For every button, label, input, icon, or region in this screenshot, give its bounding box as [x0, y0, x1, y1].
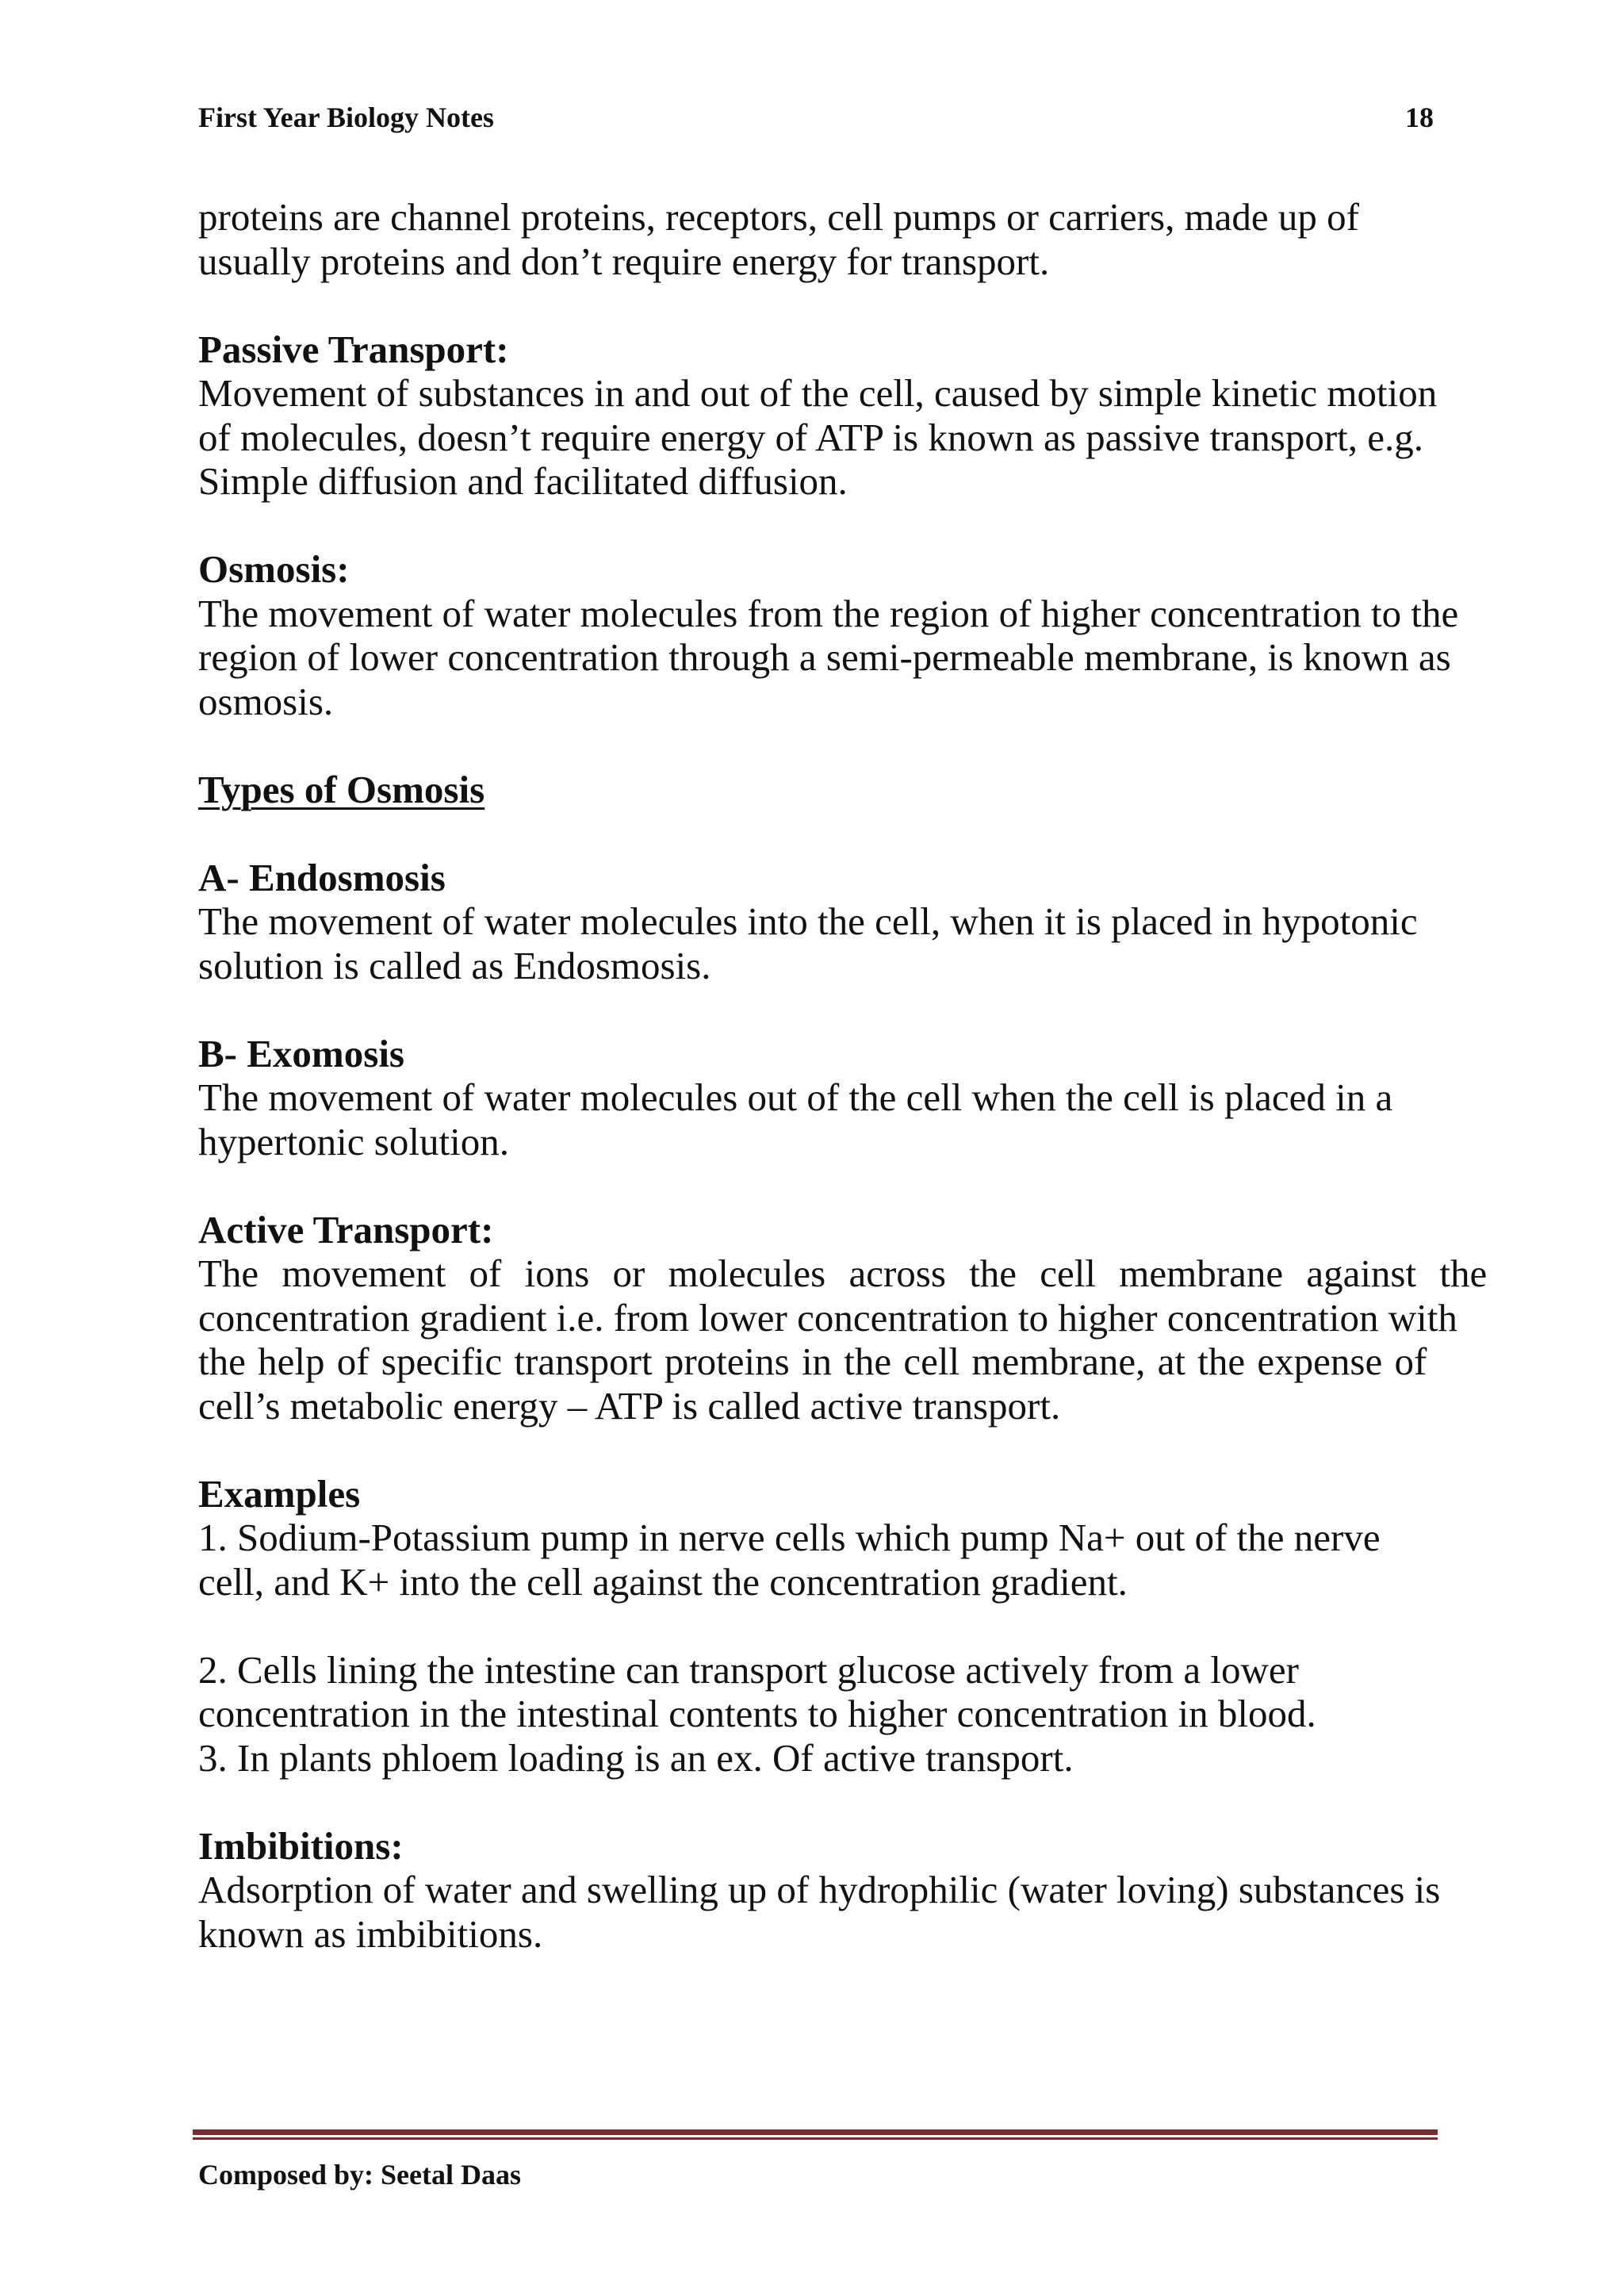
document-title: First Year Biology Notes — [198, 102, 494, 133]
text-line: Simple diffusion and facilitated diffusion. — [198, 459, 848, 503]
section-passive-transport — [198, 327, 1438, 504]
footer-divider-thick — [193, 2129, 1438, 2135]
list-item-line: 1. Sodium-Potassium pump in nerve cells which pump Na+ out of the nerve — [198, 1516, 1381, 1559]
text-line: The movement of water molecules out of the cell when the cell is placed in a — [198, 1075, 1393, 1119]
text-line: concentration gradient i.e. from lower concentration to higher concentration with — [198, 1295, 1457, 1340]
list-item-line: 2. Cells lining the intestine can transport glucose actively from a lower — [198, 1647, 1299, 1692]
text-line: solution is called as Endosmosis. — [198, 943, 711, 987]
examples-continued — [198, 1648, 1435, 1780]
list-item-line: 3. In plants phloem loading is an ex. Of active transport. — [198, 1735, 1074, 1780]
text-line: cell’s metabolic energy – ATP is called active transport. — [198, 1383, 1061, 1428]
section-examples — [198, 1472, 1435, 1604]
text-line: The movement of water molecules into the cell, when it is placed in hypotonic — [198, 899, 1418, 943]
section-heading-underlined: Types of Osmosis — [198, 767, 485, 811]
section-active-transport — [198, 1207, 1488, 1428]
footer-divider-thin — [193, 2137, 1438, 2140]
section-heading: Examples — [198, 1471, 361, 1516]
text-line: the help of specific transport proteins in the cell membrane, at the expense of — [198, 1340, 1427, 1383]
text-line: of molecules, doesn’t require energy of ATP is known as passive transport, e.g. — [198, 415, 1424, 459]
section-imbibitions — [198, 1823, 1441, 1957]
intro-paragraph — [198, 195, 1435, 283]
subsection-heading: B- Exomosis — [198, 1031, 405, 1075]
text-line: hypertonic solution. — [198, 1119, 509, 1163]
subsection-heading: A- Endosmosis — [198, 855, 446, 899]
page-number: 18 — [1405, 102, 1434, 133]
list-item-line: cell, and K+ into the cell against the concentration gradient. — [198, 1559, 1128, 1604]
author-credit: Composed by: Seetal Daas — [198, 2159, 522, 2191]
section-heading: Osmosis: — [198, 547, 350, 591]
page-body — [198, 195, 1488, 1956]
text-line: known as imbibitions. — [198, 1911, 543, 1956]
text-line: Movement of substances in and out of the cell, caused by simple kinetic motion — [198, 371, 1438, 415]
page-footer — [198, 2159, 521, 2191]
text-line: The movement of water molecules from the region of higher concentration to the — [198, 591, 1459, 635]
text-line: The movement of ions or molecules across the cell membrane against the — [198, 1251, 1488, 1295]
text-line: usually proteins and don’t require energy for transport. — [198, 239, 1050, 283]
section-endosmosis — [198, 856, 1435, 988]
section-exomosis — [198, 1032, 1435, 1164]
footer-divider — [193, 2129, 1438, 2141]
section-heading: Active Transport: — [198, 1207, 494, 1251]
list-item-line: concentration in the intestinal contents to higher concentration in blood. — [198, 1692, 1316, 1735]
text-line: Adsorption of water and swelling up of hydrophilic (water loving) substances is — [198, 1868, 1441, 1911]
section-types-of-osmosis — [198, 768, 1435, 812]
text-line: region of lower concentration through a semi-permeable membrane, is known as — [198, 635, 1451, 679]
section-osmosis — [198, 547, 1459, 723]
section-heading: Imbibitions: — [198, 1823, 404, 1868]
section-heading: Passive Transport: — [198, 327, 509, 371]
text-line: proteins are channel proteins, receptors, cell pumps or carriers, made up of — [198, 195, 1359, 239]
text-line: osmosis. — [198, 679, 334, 723]
